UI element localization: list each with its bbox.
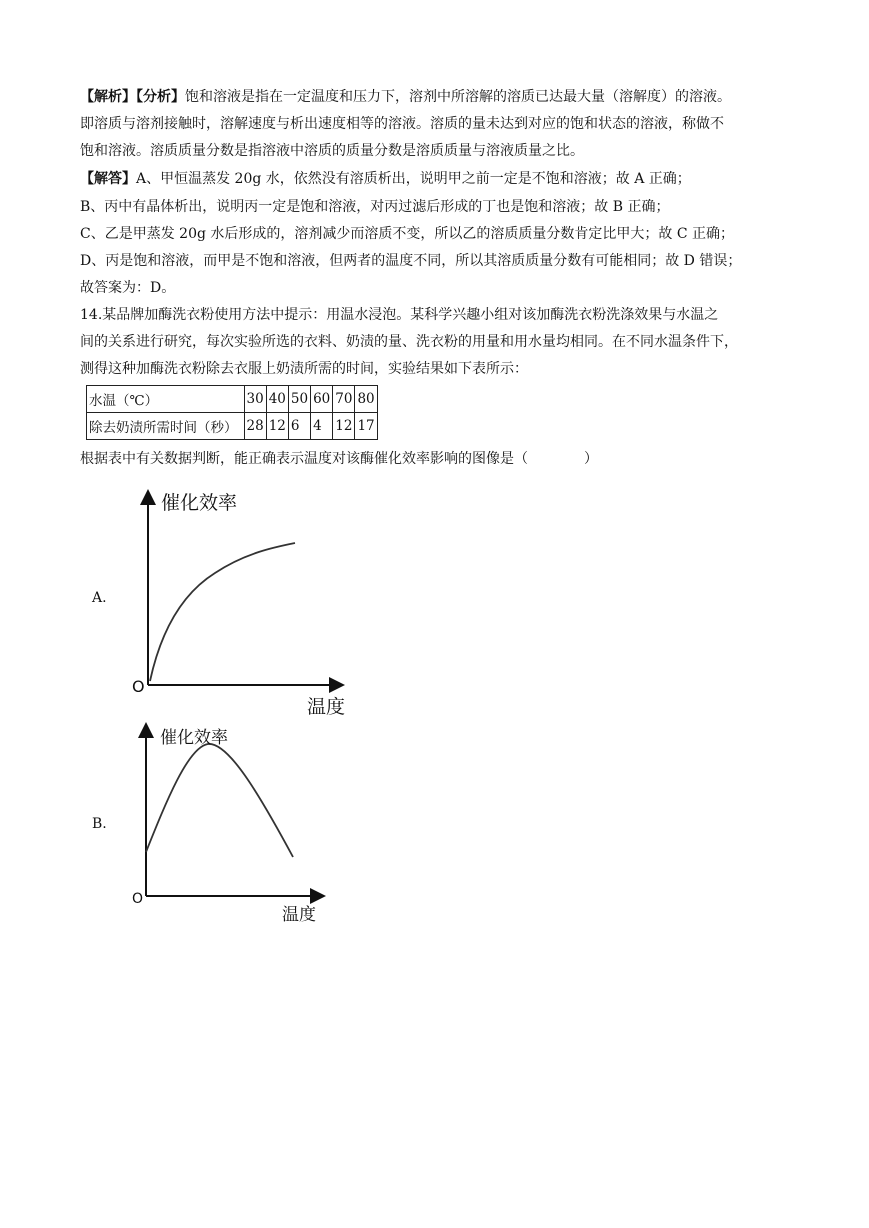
table-cell: 4 [311,413,333,440]
y-axis-label: 催化效率 [161,492,238,514]
analysis-line-2: 即溶质与溶剂接触时，溶解速度与析出速度相等的溶液。溶质的量未达到对应的饱和状态的溶液，称做不 [80,116,724,132]
answer-tag: 【解答】 [80,171,136,187]
table-cell: 12 [333,413,355,440]
y-axis-label: 催化效率 [160,728,228,748]
analysis-text-1: 饱和溶液是指在一定温度和压力下，溶剂中所溶解的溶质已达最大量（溶解度）的溶液。 [185,89,731,105]
table-cell: 12 [266,413,288,440]
efficiency-curve [146,744,293,857]
answer-text-a: A、甲恒温蒸发 20g 水，依然没有溶质析出，说明甲之前一定是不饱和溶液；故 A 正确； [136,171,691,187]
table-cell: 30 [244,386,266,413]
table-cell: 70 [333,386,355,413]
answer-line-c: C、乙是甲蒸发 20g 水后形成的，溶剂减少而溶质不变，所以乙的溶质质量分数肯定比甲大；故 C 正确； [80,226,734,242]
analysis-line-3: 饱和溶液。溶质质量分数是指溶液中溶质的质量分数是溶质质量与溶液质量之比。 [80,143,584,159]
option-a-graph [125,485,360,720]
question-line-1: 14.某品牌加酶洗衣粉使用方法中提示：用温水浸泡。某科学兴趣小组对该加酶洗衣粉洗涤效果与水温之 [80,307,719,323]
table-row-label: 除去奶渍所需时间（秒） [87,413,245,440]
analysis-tag: 【解析】 [80,89,136,105]
option-a-label: A. [92,590,107,606]
origin-label: O [132,891,144,907]
experiment-table [86,385,378,440]
table-cell: 40 [266,386,288,413]
table-row-label: 水温（℃） [87,386,245,413]
x-axis-label: 温度 [307,696,346,718]
question-line-2: 间的关系进行研究，每次实验所选的衣料、奶渍的量、洗衣粉的用量和用水量均相同。在不同水温条件下， [80,334,738,350]
answer-line-a [80,166,792,192]
answer-line-d: D、丙是饱和溶液，而甲是不饱和溶液，但两者的温度不同，所以其溶质质量分数有可能相同；故 D 错误； [80,253,742,269]
table-row [87,386,378,413]
option-b-graph [128,722,328,927]
table-cell: 17 [355,413,377,440]
question-line-3: 测得这种加酶洗衣粉除去衣服上奶渍所需的时间，实验结果如下表所示： [80,361,528,377]
table-cell: 60 [311,386,333,413]
question-prompt: 根据表中有关数据判断，能正确表示温度对该酶催化效率影响的图像是（ ） [80,451,598,467]
x-axis-label: 温度 [282,905,316,925]
analysis-subtag: 【分析】 [136,89,185,105]
origin-label: O [132,677,145,696]
table-cell: 50 [288,386,310,413]
answer-line-b: B、丙中有晶体析出，说明丙一定是饱和溶液，对丙过滤后形成的丁也是饱和溶液；故 B 正确； [80,199,670,215]
table-cell: 28 [244,413,266,440]
table-cell: 80 [355,386,377,413]
efficiency-curve [150,543,295,681]
table-row [87,413,378,440]
option-b-label: B. [92,816,107,832]
analysis-line-1 [80,84,792,110]
answer-conclusion: 故答案为：D。 [80,280,176,296]
table-cell: 6 [288,413,310,440]
